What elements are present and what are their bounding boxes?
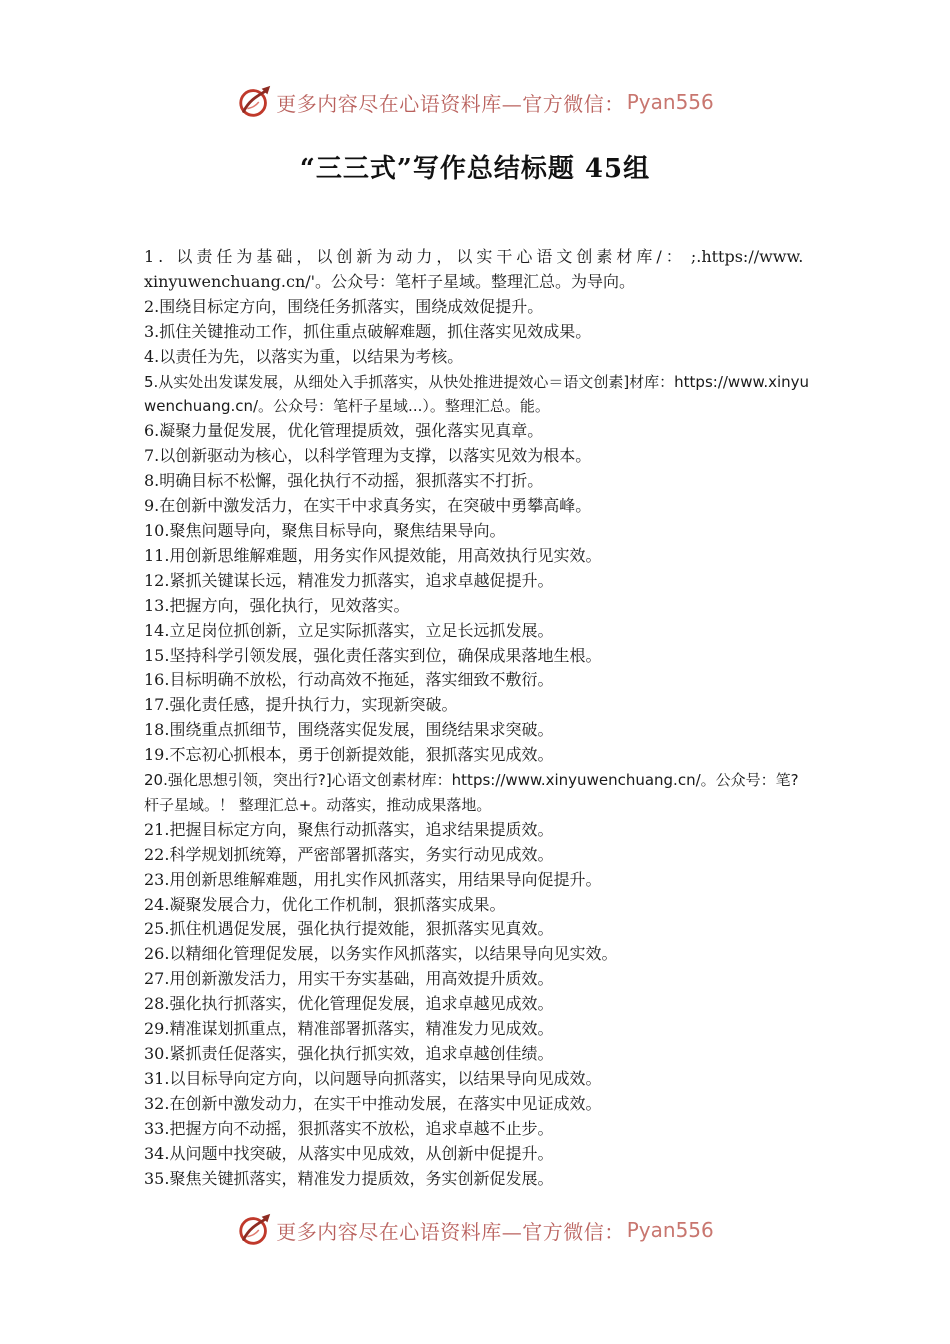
list-item-text: 20.强化思想引领，突出行?]心语文创素材库：https://www.xinyuwenchuang.cn/。公众号：笔?杆子星域。！ 整理汇总+。动落实，推动成果落地。 <box>144 771 799 814</box>
list-item <box>144 1142 812 1167</box>
list-item <box>144 718 812 743</box>
banner-wechat-handle: Pyan556 <box>626 90 714 114</box>
list-item <box>144 1167 812 1192</box>
list-item <box>144 1042 812 1067</box>
list-item-text: 35.聚焦关键抓落实，精准发力提质效，务实创新促发展。 <box>144 1168 554 1188</box>
list-item-text: 12.紧抓关键谋长远，精准发力抓落实，追求卓越促提升。 <box>144 570 554 590</box>
list-item-text: 27.用创新激发活力，用实干夯实基础，用高效提升质效。 <box>144 969 554 989</box>
list-item <box>144 1067 812 1092</box>
list-item <box>144 469 812 494</box>
list-item <box>144 345 812 370</box>
list-item <box>144 644 812 669</box>
list-item-text: 30.紧抓责任促落实，强化执行抓实效，追求卓越创佳绩。 <box>144 1044 554 1063</box>
list-item-text: 11.用创新思维解难题，用务实作风提效能，用高效执行见实效。 <box>144 545 602 565</box>
list-item-text: 13.把握方向，强化执行，见效落实。 <box>144 595 410 615</box>
list-item-text: 4.以责任为先，以落实为重，以结果为考核。 <box>144 346 464 366</box>
list-item <box>144 818 812 843</box>
list-item <box>144 1017 812 1042</box>
list-item <box>144 917 812 942</box>
list-item-text: 7.以创新驱动为核心，以科学管理为支撑，以落实见效为根本。 <box>144 446 592 466</box>
footer-banner <box>0 1208 950 1252</box>
list-item-text: 22.科学规划抓统筹，严密部署抓落实，务实行动见成效。 <box>144 844 554 864</box>
heading-list <box>144 245 812 1191</box>
pen-swirl-logo-icon <box>236 1211 274 1249</box>
list-item-text: 1. 以责任为基础，以创新为动力，以实干心语文创素材库/： <box>144 247 686 266</box>
list-item <box>144 942 812 967</box>
list-item <box>144 494 812 519</box>
list-item-text: 10.聚焦问题导向，聚焦目标导向，聚焦结果导向。 <box>144 520 506 540</box>
list-item <box>144 370 812 420</box>
list-item <box>144 619 812 644</box>
list-item-text: ;.https://www.xinyuwenchuang.cn/'。公众号：笔杆子星域。整理汇总。为导向。 <box>144 247 804 291</box>
list-item <box>144 693 812 718</box>
list-item <box>144 992 812 1017</box>
list-item <box>144 1117 812 1142</box>
list-item-text: 26.以精细化管理促发展，以务实作风抓落实，以结果导向见实效。 <box>144 944 618 964</box>
list-item <box>144 419 812 444</box>
list-item <box>144 519 812 544</box>
list-item <box>144 320 812 345</box>
list-item <box>144 843 812 868</box>
list-item-text: 16.目标明确不放松，行动高效不拖延，落实细致不敷衍。 <box>144 670 554 690</box>
list-item-text: 28.强化执行抓落实，优化管理促发展，追求卓越见成效。 <box>144 994 554 1014</box>
list-item-text: 31.以目标导向定方向，以问题导向抓落实，以结果导向见成效。 <box>144 1068 602 1088</box>
list-item <box>144 668 812 693</box>
list-item <box>144 868 812 893</box>
list-item-text: 9.在创新中激发活力，在实干中求真务实，在突破中勇攀高峰。 <box>144 496 592 516</box>
list-item-text: 32.在创新中激发动力，在实干中推动发展，在落实中见证成效。 <box>144 1093 602 1113</box>
list-item-text: 14.立足岗位抓创新，立足实际抓落实，立足长远抓发展。 <box>144 620 554 640</box>
list-item <box>144 743 812 768</box>
list-item-text: 15.坚持科学引领发展，强化责任落实到位，确保成果落地生根。 <box>144 645 602 665</box>
list-item-text: 8.明确目标不松懈，强化执行不动摇，狠抓落实不打折。 <box>144 471 544 491</box>
list-item-text: 21.把握目标定方向，聚焦行动抓落实，追求结果提质效。 <box>144 819 554 839</box>
list-item-text: 3.抓住关键推动工作，抓住重点破解难题，抓住落实见效成果。 <box>144 321 592 341</box>
list-item <box>144 594 812 619</box>
list-item <box>144 444 812 469</box>
list-item <box>144 245 812 295</box>
list-item <box>144 295 812 320</box>
list-item-text: 34.从问题中找突破，从落实中见成效，从创新中促提升。 <box>144 1143 554 1163</box>
list-item-text: 6.凝聚力量促发展，优化管理提质效，强化落实见真章。 <box>144 421 544 441</box>
list-item <box>144 768 812 818</box>
list-item-text: 2.围绕目标定方向，围绕任务抓落实，围绕成效促提升。 <box>144 296 544 316</box>
list-item-text: 19.不忘初心抓根本，勇于创新提效能，狠抓落实见成效。 <box>144 745 554 765</box>
list-item-text: 25.抓住机遇促发展，强化执行提效能，狠抓落实见真效。 <box>144 919 554 939</box>
list-item-text: 29.精准谋划抓重点，精准部署抓落实，精准发力见成效。 <box>144 1019 554 1039</box>
banner-wechat-handle: Pyan556 <box>626 1218 714 1242</box>
list-item-text: 18.围绕重点抓细节，围绕落实促发展，围绕结果求突破。 <box>144 720 554 740</box>
list-item <box>144 893 812 918</box>
list-item-text: 33.把握方向不动摇，狠抓落实不放松，追求卓越不止步。 <box>144 1118 554 1138</box>
banner-text: 更多内容尽在心语资料库—官方微信： <box>276 1219 625 1244</box>
banner-text: 更多内容尽在心语资料库—官方微信： <box>276 91 625 116</box>
list-item-text: 5.从实处出发谋发展，从细处入手抓落实，从快处推进提效心＝语文创素]材库：https://www.xinyuwenchuang.cn/。公众号：笔杆子星域...）。整理汇总。能。 <box>144 372 810 416</box>
list-item-text: 24.凝聚发展合力，优化工作机制，狠抓落实成果。 <box>144 894 506 914</box>
list-item <box>144 967 812 992</box>
pen-swirl-logo-icon <box>236 83 274 121</box>
list-item <box>144 544 812 569</box>
list-item <box>144 1092 812 1117</box>
list-item-text: 17.强化责任感，提升执行力，实现新突破。 <box>144 695 458 715</box>
header-banner <box>0 80 950 124</box>
list-item-text: 23.用创新思维解难题，用扎实作风抓落实，用结果导向促提升。 <box>144 869 602 889</box>
list-item <box>144 569 812 594</box>
document-title: “三三式”写作总结标题 45组 <box>299 154 651 184</box>
